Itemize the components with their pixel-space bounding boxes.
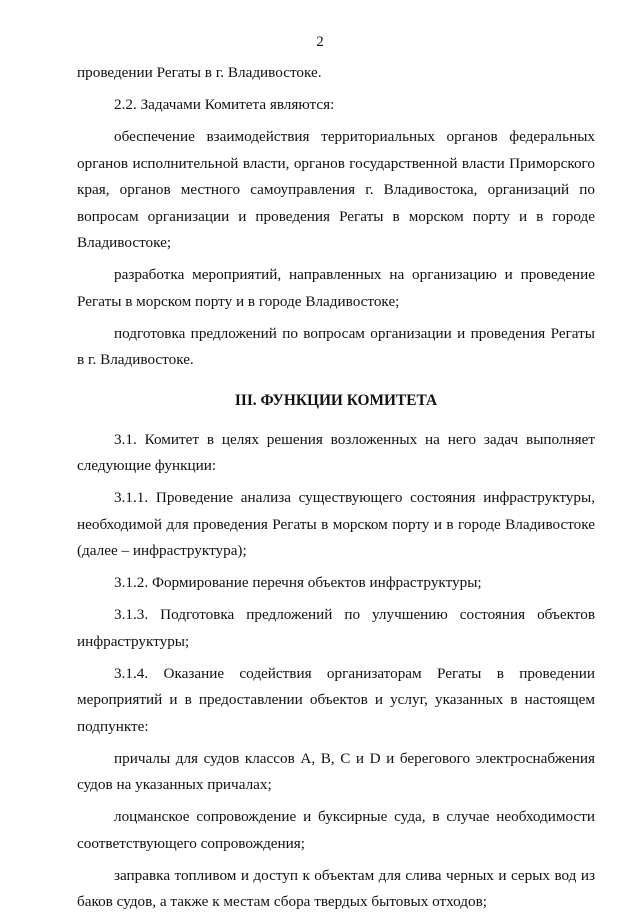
paragraph: 2.2. Задачами Комитета являются: (114, 96, 335, 113)
paragraph: 3.1.3. Подготовка предложений по улучшению состояния объектов инфраструктуры; (77, 606, 595, 650)
list-item: причалы для судов классов A, B, C и D и берегового электроснабжения судов на указанных причалах; (77, 749, 595, 793)
paragraph: проведении Регаты в г. Владивостоке. (77, 64, 322, 81)
list-item: лоцманское сопровождение и буксирные суда, в случае необходимости соответствующего сопровождения; (77, 808, 595, 852)
paragraph: обеспечение взаимодействия территориальных органов федеральных органов исполнительной власти, органов государственной власти Приморского края, органов местного самоуправления г. Владивостока, организаций по вопросам организации и проведения Регаты в морском порту и в городе Владивостоке; (77, 128, 595, 251)
paragraph: подготовка предложений по вопросам организации и проведения Регаты в г. Владивостоке. (77, 324, 595, 368)
paragraph: 3.1.1. Проведение анализа существующего состояния инфраструктуры, необходимой для проведения Регаты в морском порту и в городе Владивостоке (далее – инфраструктура); (77, 489, 595, 559)
document-body (77, 60, 595, 921)
paragraph: разработка мероприятий, направленных на организацию и проведение Регаты в морском порту и в городе Владивостоке; (77, 266, 595, 310)
paragraph: 3.1.2. Формирование перечня объектов инфраструктуры; (114, 574, 482, 591)
paragraph: 3.1.4. Оказание содействия организаторам Регаты в проведении мероприятий и в предоставлении объектов и услуг, указанных в настоящем подпункте: (77, 664, 595, 735)
paragraph: 3.1. Комитет в целях решения возложенных на него задач выполняет следующие функции: (77, 430, 595, 474)
list-item: заправка топливом и доступ к объектам для слива черных и серых вод из баков судов, а также к местам сбора твердых бытовых отходов; (77, 866, 595, 910)
page-number: 2 (316, 34, 324, 50)
section-heading: III. ФУНКЦИИ КОМИТЕТА (234, 391, 438, 409)
